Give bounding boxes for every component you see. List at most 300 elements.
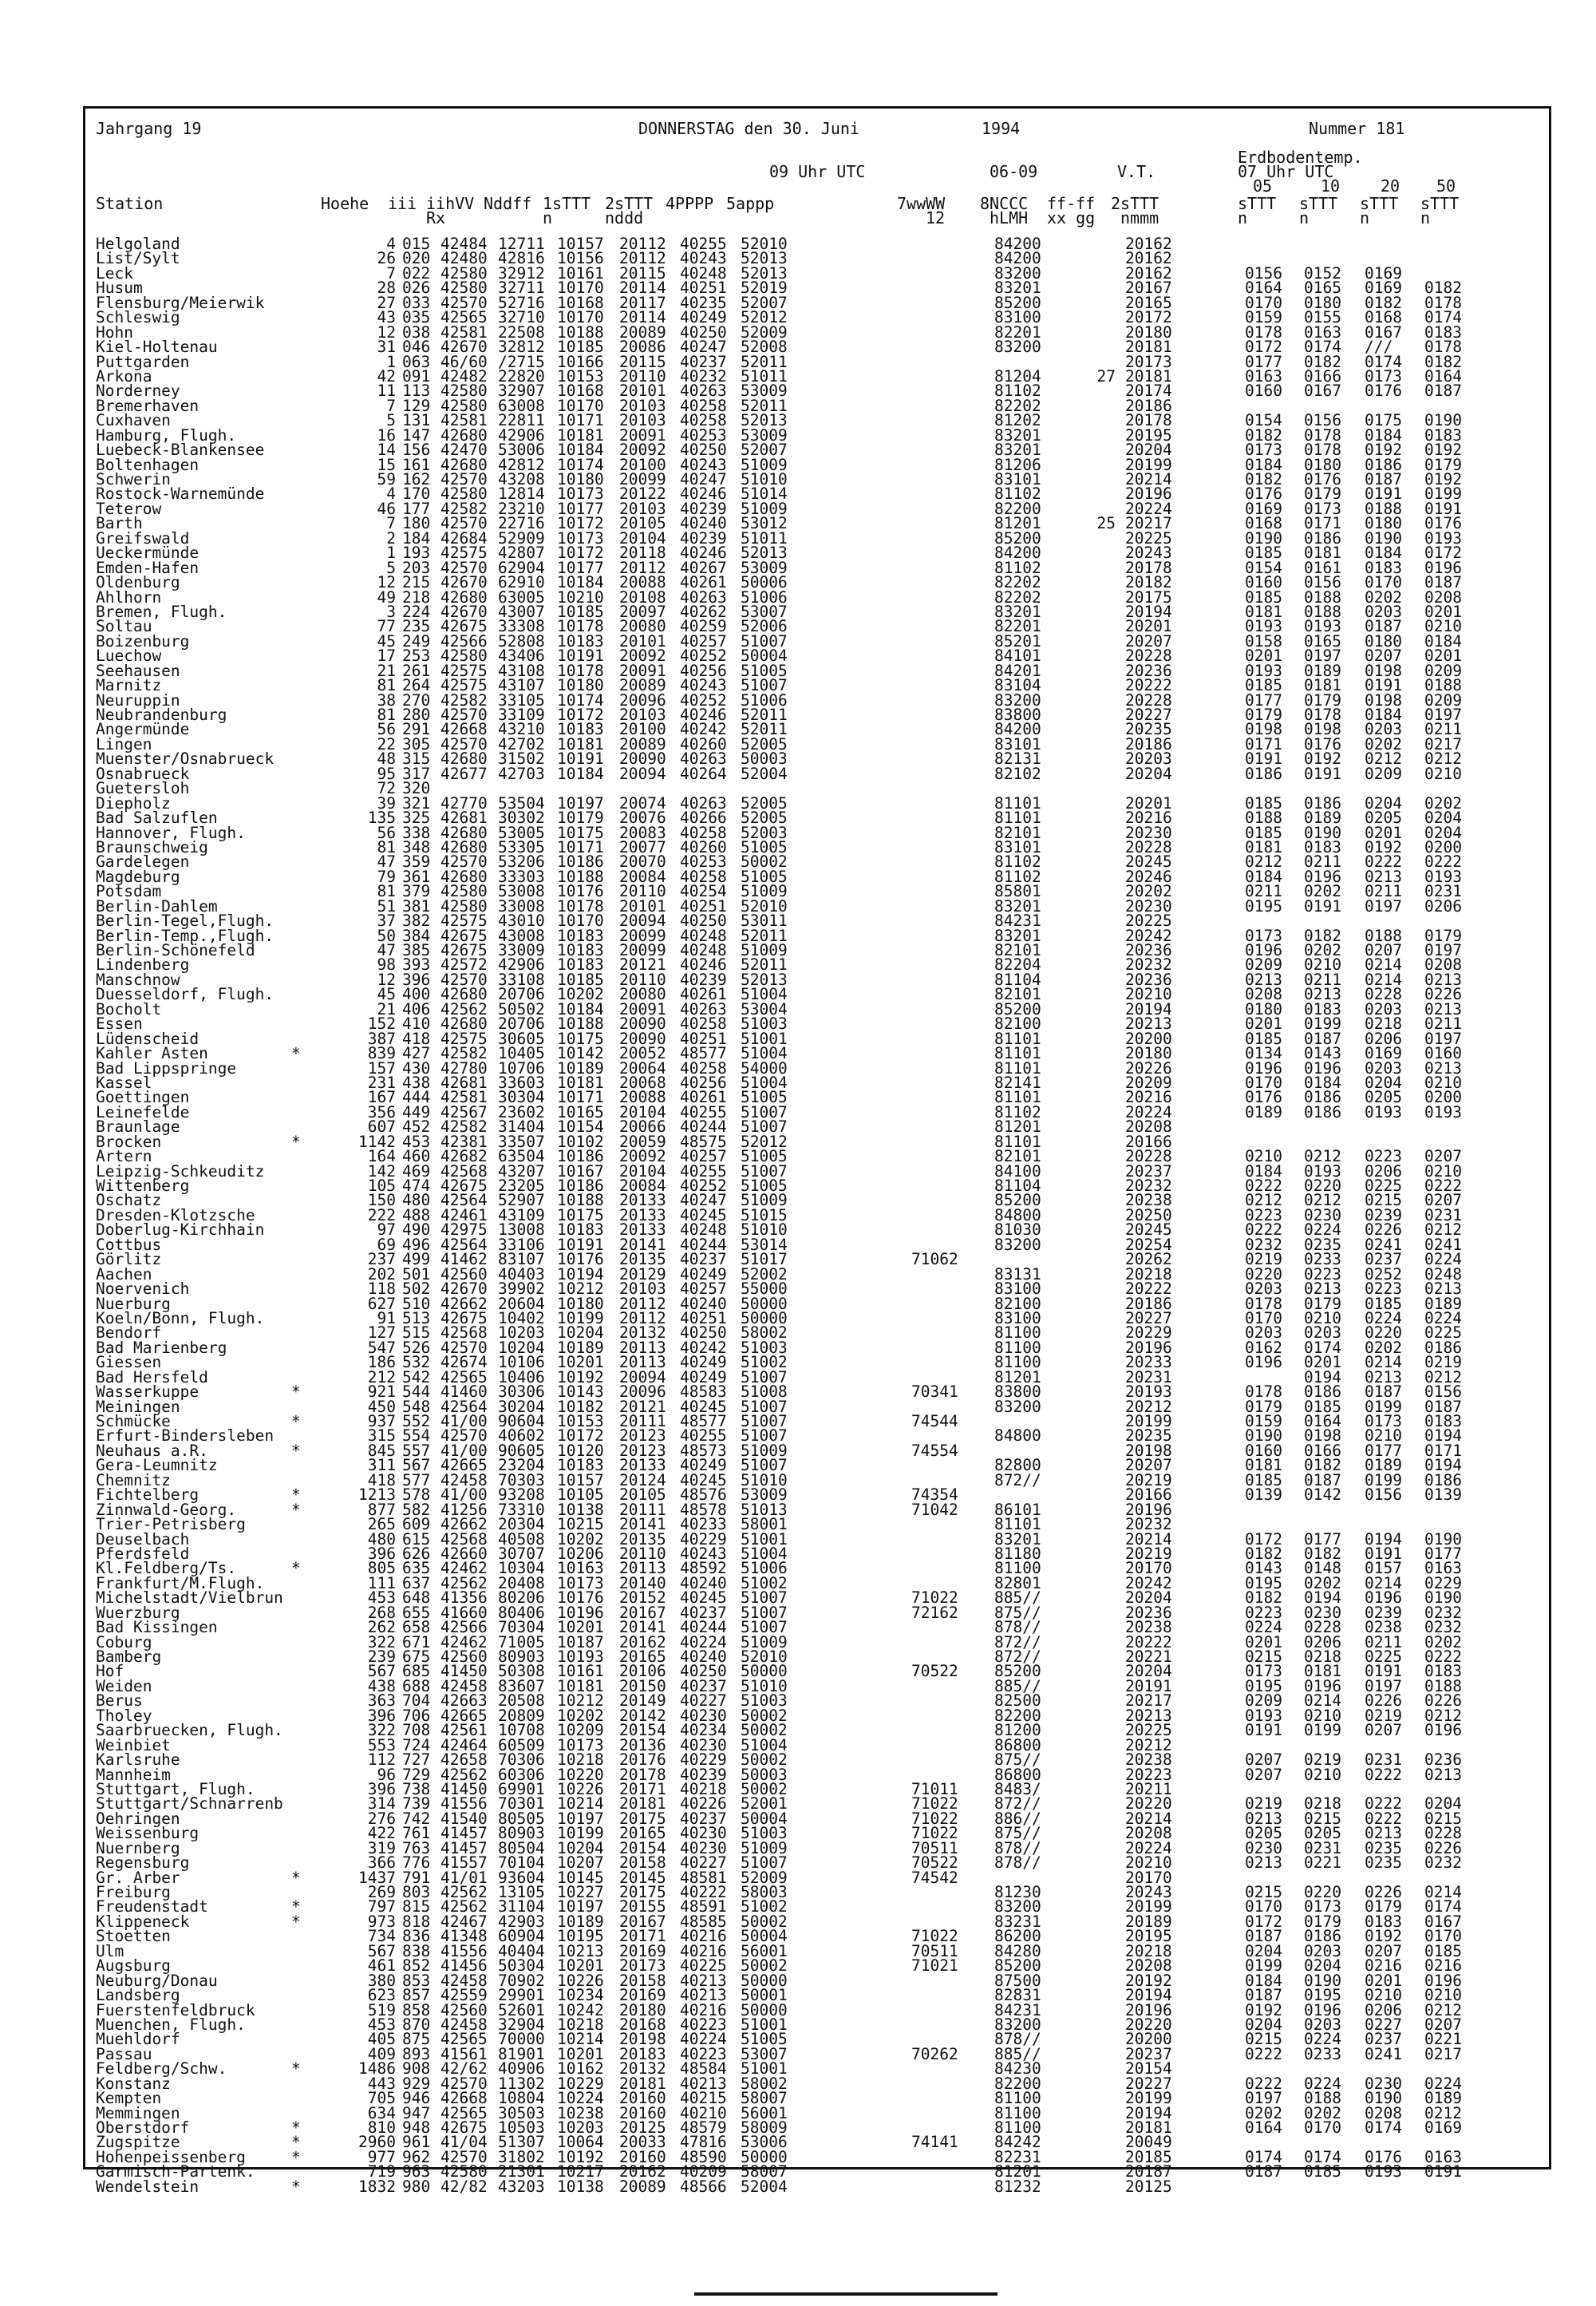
cell-wwww: 71062 [911, 1250, 958, 1269]
cell-iii: 180 [402, 514, 431, 533]
cell-soil-20: /// [1365, 338, 1393, 357]
cell-soil-20: 0212 [1365, 750, 1402, 769]
cell-soil-50: 0192 [1424, 470, 1462, 488]
cell-iihvv: 42662 [440, 1294, 488, 1313]
cell-soil-50: 0241 [1424, 1235, 1462, 1254]
cell-sttt1: 10194 [557, 1264, 604, 1284]
cell-soil-20: 0176 [1365, 2147, 1402, 2166]
cell-nddff: 62904 [498, 558, 545, 577]
cell-nccc: 878// [994, 1853, 1041, 1873]
cell-iii: 170 [402, 485, 431, 504]
cell-soil-20: 0211 [1365, 882, 1402, 901]
cell-nddff: 80504 [498, 1838, 545, 1857]
cell-soil-05: 0201 [1245, 647, 1282, 666]
cell-pppp: 40242 [680, 1338, 727, 1357]
cell-pppp: 40247 [680, 1191, 727, 1210]
cell-hoehe: 111 [367, 1573, 396, 1592]
cell-sttt1: 10166 [557, 352, 604, 371]
cell-station: Hof [96, 1662, 124, 1681]
cell-iii: 488 [402, 1205, 431, 1224]
cell-soil-20: 0199 [1365, 1470, 1402, 1489]
cell-sttt-vt: 20208 [1125, 1824, 1172, 1843]
cell-station: Puttgarden [96, 352, 190, 371]
cell-iii: 791 [402, 1868, 431, 1887]
cell-soil-10: 0182 [1304, 926, 1341, 945]
cell-appp: 52004 [741, 764, 788, 783]
cell-soil-50: 0169 [1424, 2118, 1462, 2137]
cell-nddff: 31104 [498, 1897, 545, 1916]
cell-soil-10: 0204 [1304, 1956, 1341, 1976]
cell-pppp: 40263 [680, 382, 727, 401]
cell-nddff: 30503 [498, 2103, 545, 2122]
cell-nddff: 10402 [498, 1308, 545, 1327]
cell-nccc: 82101 [994, 985, 1041, 1004]
cell-iii: 671 [402, 1632, 431, 1651]
cell-soil-50: 0217 [1424, 2044, 1462, 2063]
cell-station: Trier-Petrisberg [96, 1515, 246, 1534]
cell-nccc: 81101 [994, 1044, 1041, 1063]
cell-appp: 51009 [741, 455, 788, 474]
cell-soil-20: 0197 [1365, 1676, 1402, 1695]
cell-pppp: 40248 [680, 1220, 727, 1240]
cell-sttt2: 20103 [619, 499, 666, 518]
cell-nccc: 82102 [994, 764, 1041, 783]
cell-iihvv: 42581 [440, 1088, 488, 1107]
cell-appp: 50000 [741, 1971, 788, 1990]
cell-sttt2: 20091 [619, 999, 666, 1019]
cell-pppp: 40244 [680, 1117, 727, 1137]
cell-iihvv: 42381 [440, 1132, 488, 1151]
cell-iihvv: 42568 [440, 1323, 488, 1343]
cell-station: Leipzig-Schkeuditz [96, 1161, 265, 1181]
cell-soil-20: 0223 [1365, 1280, 1402, 1299]
cell-pppp: 40249 [680, 308, 727, 327]
cell-soil-50: 0167 [1424, 1912, 1462, 1931]
cell-soil-50: 0194 [1424, 1456, 1462, 1475]
cell-iihvv: 42458 [440, 1676, 488, 1695]
cell-soil-20: 0227 [1365, 2015, 1402, 2034]
cell-sttt-vt: 20227 [1125, 2074, 1172, 2093]
cell-pppp: 40248 [680, 941, 727, 959]
cell-nddff: 33106 [498, 1235, 545, 1254]
cell-nccc: 82200 [994, 1706, 1041, 1725]
col-4pppp: 4PPPP [666, 194, 714, 213]
cell-sttt-vt: 20198 [1125, 1441, 1172, 1460]
cell-iihvv: 42568 [440, 1529, 488, 1549]
cell-mountain-mark: * [291, 2147, 301, 2166]
cell-iii: 444 [402, 1088, 431, 1107]
cell-nccc: 81104 [994, 1177, 1041, 1195]
cell-sttt1: 10197 [557, 793, 604, 813]
cell-iii: 361 [402, 867, 431, 886]
cell-sttt2: 20076 [619, 809, 666, 828]
cell-sttt1: 10162 [557, 2059, 604, 2079]
cell-sttt1: 10226 [557, 1779, 604, 1798]
cell-appp: 52005 [741, 809, 788, 828]
cell-iihvv: 42582 [440, 1044, 488, 1063]
cell-iii: 729 [402, 1765, 431, 1784]
cell-appp: 51001 [741, 2015, 788, 2034]
cell-hoehe: 202 [367, 1264, 396, 1284]
cell-station: Arkona [96, 366, 152, 386]
cell-wwww: 70522 [911, 1853, 958, 1873]
cell-iii: 554 [402, 1426, 431, 1446]
cell-sttt2: 20086 [619, 338, 666, 357]
cell-soil-50: 0196 [1424, 1721, 1462, 1740]
cell-iii: 609 [402, 1515, 431, 1534]
cell-soil-10: 0185 [1304, 1397, 1341, 1416]
cell-sttt-vt: 20170 [1125, 1868, 1172, 1887]
cell-station: Stuttgart/Schnarrenb [96, 1794, 283, 1814]
cell-sttt-vt: 20242 [1125, 1573, 1172, 1592]
cell-appp: 51007 [741, 1102, 788, 1121]
cell-iihvv: 41457 [440, 1838, 488, 1857]
cell-nddff: 32711 [498, 279, 545, 298]
sub-n-20: n [1360, 208, 1370, 227]
cell-mountain-mark: * [291, 1044, 301, 1063]
cell-hoehe: 77 [377, 617, 396, 636]
cell-sttt1: 10157 [557, 235, 604, 253]
cell-hoehe: 519 [367, 2000, 396, 2019]
cell-sttt-vt: 20154 [1125, 2059, 1172, 2079]
cell-hoehe: 56 [377, 823, 396, 842]
cell-sttt2: 20141 [619, 1515, 666, 1534]
cell-station: Schleswig [96, 308, 180, 327]
cell-pppp: 40234 [680, 1721, 727, 1740]
cell-sttt2: 20133 [619, 1456, 666, 1475]
col-sttt-20: sTTT [1360, 194, 1399, 213]
cell-sttt1: 10192 [557, 1367, 604, 1386]
cell-pppp: 48581 [680, 1868, 727, 1887]
cell-iii: 655 [402, 1603, 431, 1622]
cell-appp: 56001 [741, 1941, 788, 1960]
cell-iii: 946 [402, 2089, 431, 2108]
cell-sttt-vt: 20202 [1125, 882, 1172, 901]
cell-nccc: 82202 [994, 573, 1041, 592]
cell-nccc: 83201 [994, 441, 1041, 460]
cell-soil-50: 0178 [1424, 293, 1462, 312]
cell-sttt1: 10181 [557, 1073, 604, 1092]
cell-station: Ueckermünde [96, 544, 200, 563]
cell-sttt1: 10180 [557, 470, 604, 488]
cell-soil-10: 0202 [1304, 2103, 1341, 2122]
cell-nddff: 80406 [498, 1603, 545, 1622]
cell-nccc: 81230 [994, 1883, 1041, 1901]
cell-iii: 385 [402, 941, 431, 959]
cell-sttt2: 20100 [619, 455, 666, 474]
cell-appp: 51001 [741, 1529, 788, 1549]
cell-hoehe: 461 [367, 1956, 396, 1976]
cell-iii: 022 [402, 263, 431, 283]
cell-sttt2: 20103 [619, 706, 666, 724]
cell-sttt-vt: 20211 [1125, 1779, 1172, 1798]
cell-soil-05: 0170 [1245, 293, 1282, 312]
cell-nddff: 30304 [498, 1088, 545, 1107]
cell-appp: 51001 [741, 1029, 788, 1048]
cell-station: Helgoland [96, 235, 180, 253]
table-row [96, 1853, 1532, 1873]
cell-sttt2: 20112 [619, 1294, 666, 1313]
cell-iii: 857 [402, 1986, 431, 2005]
cell-soil-10: 0188 [1304, 602, 1341, 621]
cell-sttt-vt: 20225 [1125, 912, 1172, 931]
cell-appp: 51003 [741, 1338, 788, 1357]
cell-soil-20: 0156 [1365, 1485, 1402, 1505]
cell-sttt1: 10177 [557, 558, 604, 577]
cell-iihvv: 42680 [440, 867, 488, 886]
cell-wwww: 71022 [911, 1824, 958, 1843]
cell-sttt-vt: 20195 [1125, 1927, 1172, 1946]
cell-soil-50: 0191 [1424, 2162, 1462, 2181]
cell-sttt2: 20104 [619, 528, 666, 548]
cell-iihvv: 41556 [440, 1941, 488, 1960]
cell-sttt1: 10212 [557, 1280, 604, 1299]
cell-station: Cuxhaven [96, 411, 171, 430]
cell-soil-05: 0222 [1245, 2074, 1282, 2093]
cell-appp: 50004 [741, 1927, 788, 1946]
cell-soil-20: 0198 [1365, 661, 1402, 680]
cell-hoehe: 422 [367, 1824, 396, 1843]
cell-soil-20: 0170 [1365, 573, 1402, 592]
cell-pppp: 40257 [680, 1280, 727, 1299]
cell-soil-10: 0184 [1304, 1073, 1341, 1092]
cell-soil-50: 0213 [1424, 970, 1462, 989]
cell-soil-20: 0191 [1365, 1544, 1402, 1563]
cell-pppp: 40267 [680, 558, 727, 577]
cell-pppp: 40257 [680, 631, 727, 651]
cell-appp: 52005 [741, 734, 788, 754]
cell-station: Ulm [96, 1941, 124, 1960]
cell-soil-05: 0184 [1245, 1971, 1282, 1990]
cell-soil-05: 0223 [1245, 1205, 1282, 1224]
cell-nccc: 8483/ [994, 1779, 1041, 1798]
cell-appp: 53012 [741, 514, 788, 533]
cell-appp: 51010 [741, 470, 788, 488]
cell-nccc: 85801 [994, 882, 1041, 901]
cell-nddff: 70000 [498, 2030, 545, 2049]
cell-soil-05: 0213 [1245, 1809, 1282, 1828]
cell-soil-10: 0195 [1304, 1986, 1341, 2005]
cell-iihvv: 41557 [440, 1853, 488, 1873]
cell-pppp: 40258 [680, 1015, 727, 1034]
cell-soil-10: 0173 [1304, 499, 1341, 518]
cell-station: Meiningen [96, 1397, 180, 1416]
cell-nccc: 81100 [994, 1353, 1041, 1372]
cell-sttt2: 20133 [619, 1205, 666, 1224]
cell-sttt1: 10171 [557, 411, 604, 430]
cell-soil-50: 0188 [1424, 676, 1462, 695]
cell-hoehe: 262 [367, 1618, 396, 1637]
cell-sttt2: 20090 [619, 1015, 666, 1034]
cell-pppp: 40213 [680, 2074, 727, 2093]
cell-nccc: 81201 [994, 1367, 1041, 1386]
cell-pppp: 40237 [680, 1809, 727, 1828]
cell-station: Bad Lippspringe [96, 1058, 237, 1078]
cell-appp: 51009 [741, 1191, 788, 1210]
cell-nddff: 33105 [498, 690, 545, 710]
cell-soil-20: 0223 [1365, 1147, 1402, 1166]
cell-sttt2: 20155 [619, 1897, 666, 1916]
cell-appp: 51001 [741, 2059, 788, 2079]
footer-rule [694, 2292, 998, 2296]
cell-iihvv: 42467 [440, 1912, 488, 1931]
cell-iii: 739 [402, 1794, 431, 1814]
cell-soil-20: 0239 [1365, 1603, 1402, 1622]
cell-soil-50: 0221 [1424, 2030, 1462, 2049]
cell-soil-10: 0177 [1304, 1529, 1341, 1549]
cell-pppp: 40246 [680, 544, 727, 563]
cell-iihvv: 41/00 [440, 1485, 488, 1505]
cell-iihvv: 42570 [440, 734, 488, 754]
cell-soil-10: 0178 [1304, 425, 1341, 445]
cell-sttt1: 10176 [557, 1588, 604, 1608]
cell-soil-50: 0139 [1424, 1485, 1462, 1505]
cell-pppp: 40255 [680, 1161, 727, 1181]
cell-appp: 52011 [741, 396, 788, 415]
cell-sttt-vt: 20181 [1125, 366, 1172, 386]
cell-iihvv: 42575 [440, 912, 488, 931]
cell-nccc: 83231 [994, 1912, 1041, 1931]
cell-sttt2: 20167 [619, 1603, 666, 1622]
cell-sttt1: 10185 [557, 338, 604, 357]
cell-soil-05: 0196 [1245, 941, 1282, 959]
cell-soil-20: 0188 [1365, 926, 1402, 945]
cell-sttt-vt: 20246 [1125, 867, 1172, 886]
cell-iii: 742 [402, 1809, 431, 1828]
cell-sttt1: 10229 [557, 2074, 604, 2093]
cell-nccc: 81102 [994, 1102, 1041, 1121]
cell-sttt1: 10184 [557, 441, 604, 460]
cell-nddff: 42703 [498, 764, 545, 783]
cell-appp: 51007 [741, 1412, 788, 1430]
cell-pppp: 40260 [680, 837, 727, 856]
cell-sttt-vt: 20125 [1125, 2177, 1172, 2196]
cell-sttt2: 20145 [619, 1868, 666, 1887]
cell-iihvv: 41462 [440, 1250, 488, 1269]
cell-soil-20: 0191 [1365, 485, 1402, 504]
cell-nddff: 20604 [498, 1294, 545, 1313]
cell-sttt1: 10175 [557, 1029, 604, 1048]
cell-soil-10: 0198 [1304, 1426, 1341, 1446]
cell-soil-20: 0174 [1365, 2118, 1402, 2137]
cell-soil-05: 0212 [1245, 1191, 1282, 1210]
cell-station: Oberstdorf [96, 2118, 190, 2137]
cell-iii: 675 [402, 1647, 431, 1666]
cell-soil-05: 0185 [1245, 793, 1282, 813]
cell-hoehe: 11 [377, 382, 396, 401]
cell-sttt-vt: 20181 [1125, 338, 1172, 357]
cell-sttt2: 20173 [619, 1956, 666, 1976]
cell-soil-20: 0204 [1365, 1073, 1402, 1092]
cell-nccc: 84800 [994, 1426, 1041, 1446]
cell-sttt2: 20149 [619, 1691, 666, 1711]
cell-soil-10: 0193 [1304, 617, 1341, 636]
cell-station: Luechow [96, 647, 162, 666]
cell-soil-05: 0187 [1245, 1927, 1282, 1946]
cell-iii: 961 [402, 2133, 431, 2152]
cell-pppp: 40250 [680, 912, 727, 931]
cell-wwww: 70511 [911, 1838, 958, 1857]
cell-iii: 393 [402, 955, 431, 975]
cell-nddff: 83607 [498, 1676, 545, 1695]
cell-sttt-vt: 20049 [1125, 2133, 1172, 2152]
cell-nddff: 80903 [498, 1824, 545, 1843]
cell-iihvv: 41460 [440, 1382, 488, 1402]
cell-nccc: 81101 [994, 809, 1041, 828]
cell-soil-05: 0173 [1245, 926, 1282, 945]
cell-pppp: 40260 [680, 734, 727, 754]
table-row [96, 237, 1532, 251]
cell-nccc: 82800 [994, 1456, 1041, 1475]
cell-pppp: 40240 [680, 1294, 727, 1313]
cell-pppp: 40213 [680, 1986, 727, 2005]
cell-soil-20: 0219 [1365, 1706, 1402, 1725]
cell-nddff: 43010 [498, 912, 545, 931]
cell-appp: 53014 [741, 1235, 788, 1254]
cell-appp: 58001 [741, 1515, 788, 1534]
cell-sttt-vt: 20232 [1125, 955, 1172, 975]
cell-sttt2: 20133 [619, 1191, 666, 1210]
cell-soil-05: 0195 [1245, 896, 1282, 916]
cell-pppp: 40264 [680, 764, 727, 783]
cell-sttt-vt: 20194 [1125, 2103, 1172, 2122]
cell-sttt2: 20141 [619, 1618, 666, 1637]
cell-sttt1: 10183 [557, 941, 604, 959]
cell-nccc: 81100 [994, 2089, 1041, 2108]
cell-pppp: 40240 [680, 514, 727, 533]
cell-nddff: 42807 [498, 544, 545, 563]
cell-hoehe: 237 [367, 1250, 396, 1269]
cell-sttt1: 10105 [557, 1485, 604, 1505]
cell-pppp: 40224 [680, 1632, 727, 1651]
cell-soil-10: 0210 [1304, 955, 1341, 975]
cell-pppp: 40237 [680, 1250, 727, 1269]
cell-station: Boizenburg [96, 631, 190, 651]
cell-sttt1: 10064 [557, 2133, 604, 2152]
cell-iii: 184 [402, 528, 431, 548]
cell-sttt-vt: 20225 [1125, 1721, 1172, 1740]
cell-soil-50: 0202 [1424, 1632, 1462, 1651]
cell-soil-50: 0202 [1424, 793, 1462, 813]
cell-iii: 382 [402, 912, 431, 931]
cell-station: Berlin-Temp.,Flugh. [96, 926, 275, 945]
cell-iii: 542 [402, 1367, 431, 1386]
cell-nddff: 22508 [498, 322, 545, 342]
cell-soil-20: 0225 [1365, 1647, 1402, 1666]
cell-hoehe: 2960 [358, 2133, 396, 2152]
cell-pppp: 40249 [680, 1456, 727, 1475]
cell-pppp: 40239 [680, 970, 727, 989]
cell-pppp: 48591 [680, 1897, 727, 1916]
cell-soil-50: 0232 [1424, 1618, 1462, 1637]
cell-soil-20: 0169 [1365, 263, 1402, 283]
cell-station: Konstanz [96, 2074, 171, 2093]
cell-pppp: 40257 [680, 1147, 727, 1166]
cell-iihvv: 41356 [440, 1588, 488, 1608]
cell-sttt-vt: 20226 [1125, 1058, 1172, 1078]
cell-sttt1: 10168 [557, 293, 604, 312]
cell-hoehe: 26 [377, 249, 396, 268]
cell-sttt2: 20100 [619, 720, 666, 739]
cell-iii: 858 [402, 2000, 431, 2019]
cell-iihvv: 42665 [440, 1706, 488, 1725]
cell-pppp: 40248 [680, 263, 727, 283]
cell-nccc: 83101 [994, 470, 1041, 488]
cell-sttt-vt: 20236 [1125, 941, 1172, 959]
cell-soil-20: 0196 [1365, 1588, 1402, 1608]
cell-soil-05: 0204 [1245, 2015, 1282, 2034]
cell-sttt2: 20158 [619, 1853, 666, 1873]
